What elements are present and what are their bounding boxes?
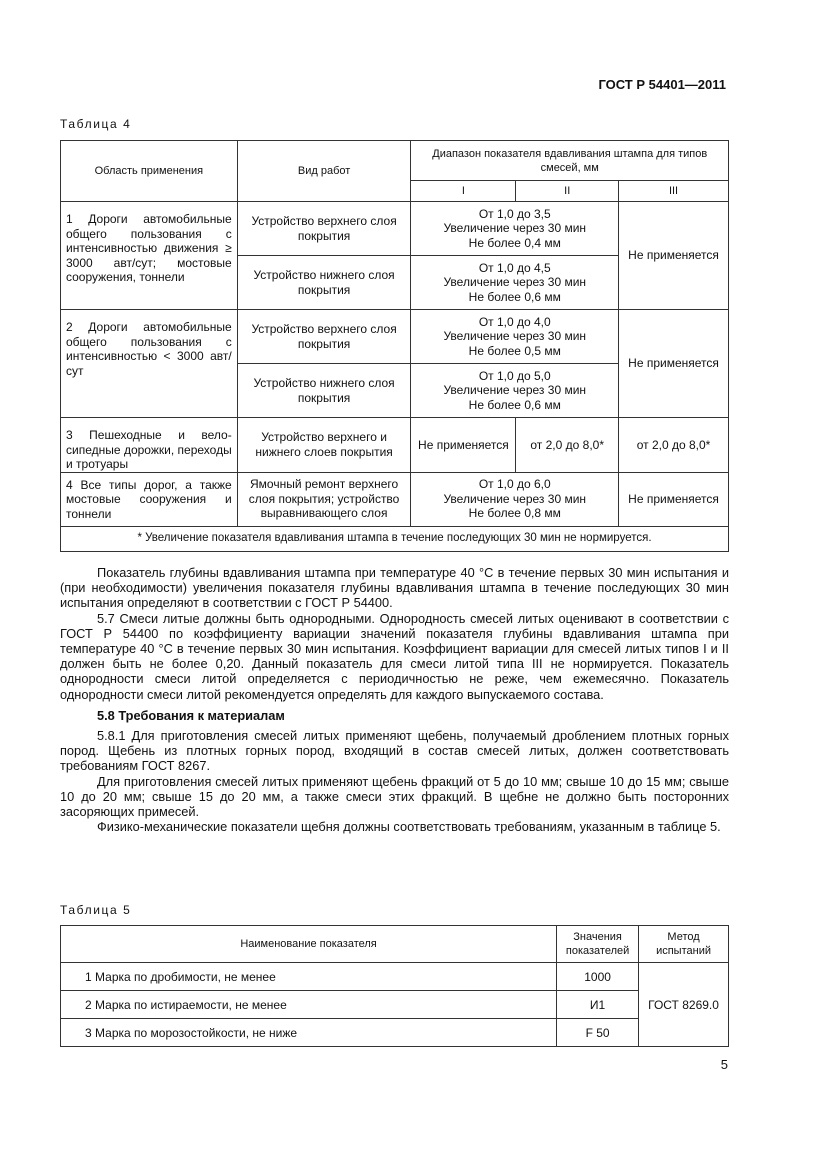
row-3-type-1: Не применяется [411,418,516,473]
table-row-name: 1 Марка по дробимости, не менее [61,963,557,991]
range-line: Не более 0,4 мм [468,235,561,250]
document-code: ГОСТ Р 54401—2011 [598,77,726,92]
row-3-type-2: от 2,0 до 8,0* [516,418,619,473]
paragraph-fractions: Для приготовления смесей литых применяют щебень фракций от 5 до 10 мм; свыше 10 до 15 мм; свыше 10 до 20 мм; свыше 15 до 20 мм, а также смеси этих фракций. В щебне не должно быть посторонних засоряющих примесей. [60,773,729,820]
section-heading-5-8: 5.8 Требования к материалам [97,707,285,723]
row-1-type-3: Не применяется [619,202,729,310]
header-type-3: III [619,181,729,202]
range-line: Увеличение через 30 мин [443,275,587,290]
range-line: Не более 0,8 мм [468,506,561,521]
row-3-type-3: от 2,0 до 8,0* [619,418,729,473]
paragraph-5-8-1: 5.8.1 Для приготовления смесей литых применяют щебень, получаемый дроблением плотных горных пород. Щебень из плотных горных пород, входящий в состав смесей литых, должен соответствовать требованиям ГОСТ 8267. [60,728,729,774]
table-row-value: F 50 [557,1019,639,1047]
table-row-name: 3 Марка по морозостойкости, не ниже [61,1019,557,1047]
row-4-type-3: Не применяется [619,472,729,526]
table-row-name: 2 Марка по истираемости, не менее [61,991,557,1019]
row-1-area: 1 Дороги автомобильные общего пользования с интенсивностью движения ≥ 3000 авт/сут; мостовые сооружения, тоннели [61,202,238,310]
table-4-caption: Таблица 4 [60,117,132,131]
row-2-work-lower: Устройство нижнего слоя покрытия [237,364,411,418]
row-1-range-lower [411,256,619,310]
row-3-area: 3 Пешеходные и велосипедные дорожки, переходы и тротуары [61,418,238,473]
row-2-range-lower [411,364,619,418]
header-type-1: I [411,181,516,202]
body-text [60,565,729,834]
table-4 [60,140,729,552]
range-line: От 1,0 до 4,5 [478,260,551,275]
range-line: Не более 0,5 мм [468,343,561,358]
page-number: 5 [720,1057,728,1072]
table-5 [60,925,729,1047]
range-line: От 1,0 до 3,5 [478,206,551,221]
table-row-value: И1 [557,991,639,1019]
header-values: Значения показателей [557,926,639,963]
row-3-work: Устройство верхнего и нижнего слоев покрытия [237,418,411,473]
table-4-footnote: * Увеличение показателя вдавливания штампа в течение последующих 30 мин не нормируется. [61,526,729,551]
row-1-range-upper [411,202,619,256]
range-line: От 1,0 до 6,0 [478,477,551,492]
row-1-work-upper: Устройство верхнего слоя покрытия [237,202,411,256]
row-4-range [411,472,619,526]
range-line: От 1,0 до 5,0 [478,368,551,383]
table-row-value: 1000 [557,963,639,991]
method-cell: ГОСТ 8269.0 [639,963,729,1047]
header-method: Метод испытаний [639,926,729,963]
paragraph-test-method: Показатель глубины вдавливания штампа при температуре 40 °С в течение первых 30 мин испытания и (при необходимости) увеличения показателя глубины вдавливания штампа в течение последующих 30 мин испытания определяют в соответствии с ГОСТ Р 54400. [60,565,729,611]
range-line: Увеличение через 30 мин [443,383,587,398]
paragraph-physical-properties: Физико-механические показатели щебня должны соответствовать требованиям, указанным в таблице 5. [97,819,721,835]
row-2-range-upper [411,310,619,364]
header-type-2: II [516,181,619,202]
row-1-work-lower: Устройство нижнего слоя покрытия [237,256,411,310]
row-2-type-3: Не применяется [619,310,729,418]
range-line: Увеличение через 30 мин [443,221,587,236]
row-2-work-upper: Устройство верхнего слоя покрытия [237,310,411,364]
row-4-work: Ямочный ремонт верхнего слоя покрытия; устройство выравнивающего слоя [237,472,411,526]
range-line: Увеличение через 30 мин [443,329,587,344]
row-4-area: 4 Все типы дорог, а также мостовые сооружения и тоннели [61,472,238,526]
range-line: Не более 0,6 мм [468,397,561,412]
table-5-caption: Таблица 5 [60,903,132,917]
row-2-area: 2 Дороги автомобильные общего пользования с интенсивностью < 3000 авт/сут [61,310,238,418]
range-line: Не более 0,6 мм [468,289,561,304]
range-line: От 1,0 до 4,0 [478,314,551,329]
range-line: Увеличение через 30 мин [443,491,587,506]
header-work: Вид работ [237,141,411,202]
paragraph-5-7: 5.7 Смеси литые должны быть однородными. Однородность смесей литых оценивают в соответствии с ГОСТ Р 54400 по коэффициенту вариации значений показателя глубины вдавливания штампа при температуре 40 °С в течение первых 30 мин испытания. Коэффициент вариации для смесей литых типов I и II должен быть не более 0,20. Данный показатель для смеси литой типа III не нормируется. Показатель однородности смеси литой определяется с периодичностью не реже, чем ежемесячно. Показатель однородности смеси литой рекомендуется определять для каждого выпускаемого состава. [60,610,729,702]
header-area: Область применения [61,141,238,202]
header-name: Наименование показателя [61,926,557,963]
header-range: Диапазон показателя вдавливания штампа для типов смесей, мм [411,141,729,181]
